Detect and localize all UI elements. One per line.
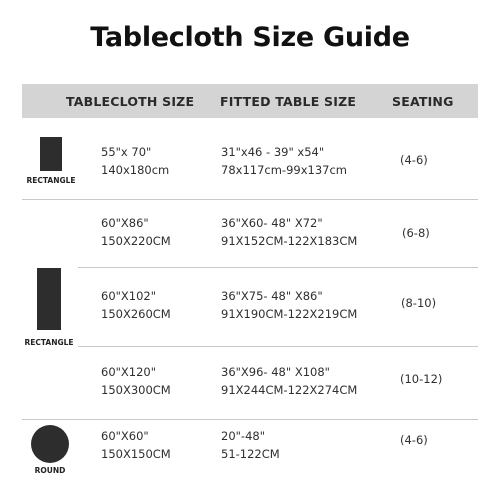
tablecloth-size-cm: 150X260CM [101, 307, 171, 321]
seating-value: (6-8) [402, 226, 430, 240]
tablecloth-size-inches: 55"x 70" [101, 145, 152, 159]
tablecloth-size-cm: 150X220CM [101, 234, 171, 248]
fitted-size-inches: 36"X60- 48" X72" [221, 216, 323, 230]
seating-value: (10-12) [400, 372, 443, 386]
header-fitted-table-size: FITTED TABLE SIZE [220, 94, 357, 109]
fitted-size-cm: 78x117cm-99x137cm [221, 163, 347, 177]
shape-label-round: ROUND [34, 466, 66, 475]
row-divider [22, 419, 478, 420]
fitted-size-inches: 36"X96- 48" X108" [221, 365, 330, 379]
fitted-size-inches: 36"X75- 48" X86" [221, 289, 323, 303]
table-row [101, 287, 171, 323]
tablecloth-size-inches: 60"X60" [101, 429, 149, 443]
fitted-size-cm: 91X190CM-122X219CM [221, 307, 358, 321]
fitted-size [221, 143, 347, 179]
fitted-size [221, 214, 357, 250]
rectangle-small-icon [40, 137, 62, 171]
table-row [101, 363, 171, 399]
fitted-size-cm: 91X244CM-122X274CM [221, 383, 358, 397]
tablecloth-size-inches: 60"X102" [101, 289, 157, 303]
tablecloth-size-inches: 60"X86" [101, 216, 149, 230]
seating-value: (4-6) [400, 153, 428, 167]
tablecloth-size-cm: 150X150CM [101, 447, 171, 461]
tablecloth-size-cm: 150X300CM [101, 383, 171, 397]
fitted-size [221, 363, 357, 399]
fitted-size-inches: 20"-48" [221, 429, 265, 443]
table-row [101, 427, 171, 463]
header-tablecloth-size: TABLECLOTH SIZE [66, 94, 195, 109]
shape-label-rectangle-small: RECTANGLE [26, 176, 76, 185]
shape-label-rectangle-large: RECTANGLE [24, 338, 74, 347]
row-divider [78, 346, 478, 347]
fitted-size-inches: 31"x46 - 39" x54" [221, 145, 325, 159]
table-row [101, 143, 169, 179]
tablecloth-size-inches: 60"X120" [101, 365, 157, 379]
fitted-size-cm: 91X152CM-122X183CM [221, 234, 358, 248]
header-seating: SEATING [392, 94, 454, 109]
seating-value: (4-6) [400, 433, 428, 447]
row-divider [22, 199, 478, 200]
tablecloth-size-cm: 140x180cm [101, 163, 170, 177]
fitted-size-cm: 51-122CM [221, 447, 280, 461]
table-row [101, 214, 171, 250]
row-divider [78, 267, 478, 268]
fitted-size [221, 287, 357, 323]
page-title: Tablecloth Size Guide [90, 22, 410, 53]
round-table-icon [31, 425, 69, 463]
seating-value: (8-10) [401, 296, 437, 310]
rectangle-large-icon [37, 268, 61, 330]
fitted-size [221, 427, 280, 463]
table-header [22, 84, 478, 118]
